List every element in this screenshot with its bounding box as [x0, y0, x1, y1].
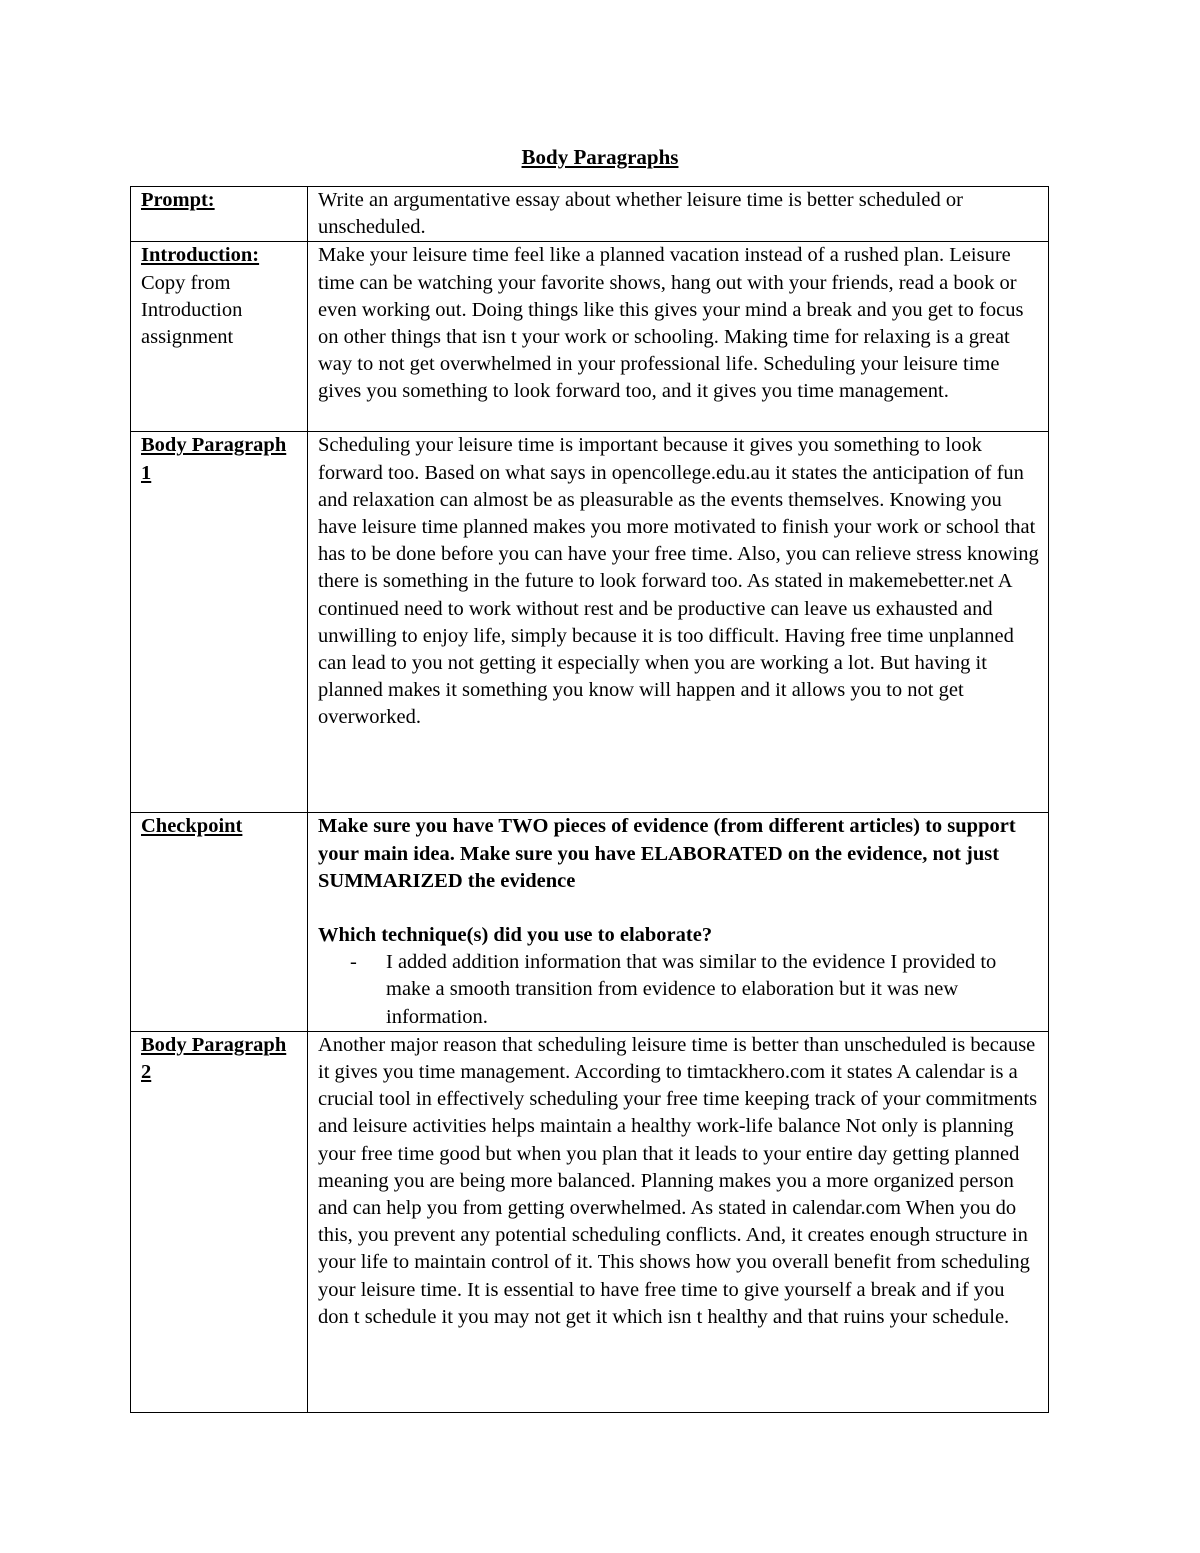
body-paragraph-1-label: Body Paragraph 1 [141, 434, 287, 484]
body-paragraph-2-label-cell [131, 1031, 308, 1412]
page-title: Body Paragraphs [521, 145, 679, 169]
body-paragraph-2-label: Body Paragraph 2 [141, 1033, 287, 1084]
body-paragraph-1-label-cell [131, 432, 308, 813]
checkpoint-answer: I added addition information that was similar to the evidence I provided to make a smooth transition from evidence to elaboration but it was new information. [386, 951, 997, 1028]
prompt-label: Prompt: [141, 189, 215, 211]
checkpoint-content-cell [308, 813, 1049, 1031]
body-paragraph-2-content-cell [308, 1031, 1049, 1412]
checkpoint-instruction: Make sure you have TWO pieces of evidence (from different articles) to support your main idea. Make sure you have ELABORATED on the evidence, not just SUMMARIZED the evidence [318, 815, 1016, 892]
essay-table [130, 186, 1049, 1413]
table-row-prompt [131, 187, 1049, 242]
prompt-text: Write an argumentative essay about whether leisure time is better scheduled or unscheduled. [318, 189, 963, 239]
list-item [350, 949, 1040, 1031]
table-row-checkpoint [131, 813, 1049, 1031]
checkpoint-answer-list [318, 949, 1040, 1031]
checkpoint-label: Checkpoint [141, 815, 243, 838]
body-paragraph-2-text: Another major reason that scheduling leisure time is better than unscheduled is because it gives you time management. According to timtackhero.com it states A calendar is a crucial tool in effectively scheduling your free time keeping track of your commitments and leisure activities helps maintain a healthy work-life balance Not only is planning your free time good but when you plan that it leads to your entire day getting planned meaning you are being more balanced. Planning makes you a more organized person and can help you from getting overwhelmed. As stated in calendar.com When you do this, you prevent any potential scheduling conflicts. And, it creates enough structure in your life to maintain control of it. This shows how you overall benefit from scheduling your leisure time. It is essential to have free time to give yourself a break and if you don t schedule it you may not get it which isn t healthy and that ruins your schedule. [318, 1033, 1038, 1328]
introduction-label: Introduction: [141, 244, 260, 267]
introduction-note: Copy from Introduction assignment [141, 271, 243, 349]
table-row-body-paragraph-1 [131, 432, 1049, 813]
introduction-label-cell [131, 242, 308, 432]
checkpoint-question: Which technique(s) did you use to elaborate? [318, 924, 713, 947]
checkpoint-spacer [318, 895, 1040, 922]
prompt-content-cell [308, 187, 1049, 242]
body-paragraph-1-content-cell [308, 432, 1049, 813]
bullet-dash-icon: - [350, 951, 357, 974]
prompt-label-cell [131, 187, 308, 242]
introduction-text: Make your leisure time feel like a planned vacation instead of a rushed plan. Leisure time can be watching your favorite shows, hang out with your friends, read a book or even working out. Doing things like this gives your mind a break and you get to focus on other things that isn t your work or schooling. Making time for relaxing is a great way to not get overwhelmed in your professional life. Scheduling your leisure time gives you something to look forward too, and it gives you time management. [318, 244, 1024, 403]
body-paragraph-1-text: Scheduling your leisure time is important because it gives you something to look forward too. Based on what says in opencollege.edu.au it states the anticipation of fun and relaxation can almost be as pleasurable as the events themselves. Knowing you have leisure time planned makes you more motivated to finish your work or school that has to be done before you can have your free time. Also, you can relieve stress knowing there is something in the future to look forward too. As stated in makemebetter.net A continued need to work without rest and be productive can leave us exhausted and unwilling to enjoy life, simply because it is too difficult. Having free time unplanned can lead to you not getting it especially when you are working a lot. But having it planned makes it something you know will happen and it allows you to not get overworked. [318, 434, 1039, 729]
introduction-content-cell [308, 242, 1049, 432]
table-row-body-paragraph-2 [131, 1031, 1049, 1412]
checkpoint-label-cell [131, 813, 308, 1031]
table-row-introduction [131, 242, 1049, 432]
